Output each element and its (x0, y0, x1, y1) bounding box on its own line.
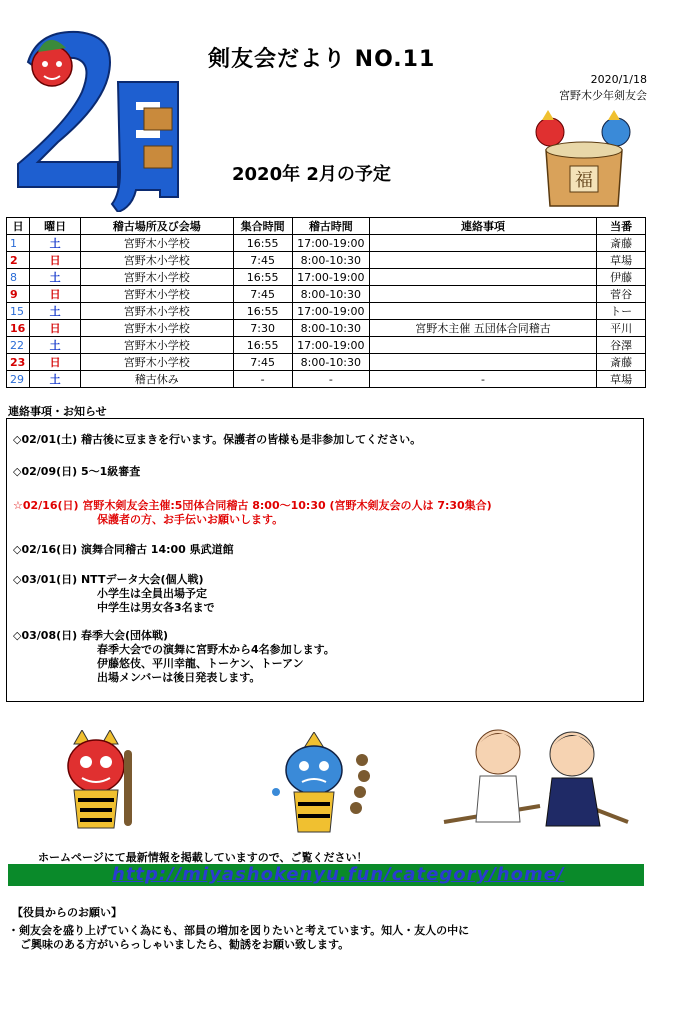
schedule-practice-time: - (292, 371, 369, 388)
schedule-day: 2 (7, 252, 30, 269)
notice-subline: 出場メンバーは後日発表します。 (97, 671, 261, 684)
schedule-venue: 宮野木小学校 (81, 303, 234, 320)
schedule-weekday: 土 (30, 269, 81, 286)
schedule-notes (369, 286, 596, 303)
schedule-gather-time: 16:55 (233, 303, 292, 320)
schedule-gather-time: 7:45 (233, 286, 292, 303)
schedule-duty: 伊藤 (597, 269, 646, 286)
notice-item (13, 433, 421, 447)
request-body (8, 924, 568, 952)
schedule-venue: 稽古休み (81, 371, 234, 388)
schedule-row (7, 235, 646, 252)
notice-line: ◇02/09(日) 5～1級審査 (13, 465, 141, 478)
schedule-gather-time: 16:55 (233, 337, 292, 354)
schedule-day: 8 (7, 269, 30, 286)
newsletter-title: 剣友会だより NO.11 (208, 47, 436, 72)
schedule-duty: トー (597, 303, 646, 320)
schedule-day: 15 (7, 303, 30, 320)
notice-item (13, 573, 215, 615)
schedule-practice-time: 17:00-19:00 (292, 337, 369, 354)
schedule-venue: 宮野木小学校 (81, 235, 234, 252)
schedule-duty: 草場 (597, 252, 646, 269)
schedule-duty: 草場 (597, 371, 646, 388)
notices-heading: 連絡事項・お知らせ (8, 405, 107, 418)
schedule-weekday: 日 (30, 286, 81, 303)
month-schedule-heading: 2020年 2月の予定 (232, 164, 391, 185)
schedule-day: 1 (7, 235, 30, 252)
blue-oni-illustration (268, 732, 380, 836)
schedule-day: 9 (7, 286, 30, 303)
notice-subline: 伊藤悠伎、平川幸龍、トーケン、トーアン (97, 657, 304, 670)
schedule-gather-time: 7:30 (233, 320, 292, 337)
schedule-duty: 谷澤 (597, 337, 646, 354)
schedule-venue: 宮野木小学校 (81, 354, 234, 371)
schedule-weekday: 日 (30, 354, 81, 371)
schedule-gather-time: 16:55 (233, 269, 292, 286)
homepage-url-bar (8, 864, 644, 886)
notice-item (13, 465, 140, 479)
schedule-header-row (7, 218, 646, 235)
schedule-gather-time: 16:55 (233, 235, 292, 252)
notice-line: ◇03/01(日) NTTデータ大会(個人戦) (13, 573, 204, 586)
schedule-row (7, 320, 646, 337)
notices-box (6, 418, 644, 702)
notice-line: ◇03/08(日) 春季大会(団体戦) (13, 629, 169, 642)
notice-item (13, 543, 234, 557)
schedule-practice-time: 17:00-19:00 (292, 303, 369, 320)
schedule-duty: 斎藤 (597, 235, 646, 252)
homepage-notice: ホームページにて最新情報を掲載していますので、ご覧ください！ (38, 851, 368, 864)
schedule-row (7, 337, 646, 354)
schedule-venue: 宮野木小学校 (81, 252, 234, 269)
homepage-link[interactable]: http://miyashokenyu.fun/category/home/ (112, 864, 565, 885)
svg-text:福: 福 (575, 170, 593, 191)
schedule-row (7, 303, 646, 320)
schedule-row (7, 354, 646, 371)
red-oni-illustration (52, 730, 142, 834)
schedule-notes (369, 235, 596, 252)
schedule-row (7, 269, 646, 286)
notice-item (13, 629, 335, 685)
schedule-gather-time: - (233, 371, 292, 388)
schedule-row (7, 371, 646, 388)
february-logo-art (8, 22, 198, 212)
schedule-duty: 平川 (597, 320, 646, 337)
schedule-weekday: 土 (30, 235, 81, 252)
schedule-row (7, 252, 646, 269)
notice-subline: 小学生は全員出場予定 (97, 587, 207, 600)
schedule-notes: 宮野木主催 五団体合同稽古 (369, 320, 596, 337)
notice-subline: 春季大会での演舞に宮野木から4名参加します。 (97, 643, 335, 656)
schedule-practice-time: 8:00-10:30 (292, 252, 369, 269)
schedule-practice-time: 17:00-19:00 (292, 235, 369, 252)
col-practice-time: 稽古時間 (292, 218, 369, 235)
issue-date: 2020/1/18 (590, 73, 647, 86)
schedule-notes: - (369, 371, 596, 388)
schedule-row (7, 286, 646, 303)
issue-date-block (559, 72, 647, 104)
schedule-practice-time: 8:00-10:30 (292, 320, 369, 337)
schedule-weekday: 日 (30, 252, 81, 269)
kendo-kids-illustration (440, 722, 630, 834)
notice-line: ☆02/16(日) 宮野木剣友会主催:5団体合同稽古 8:00～10:30 (宮野木剣友会の人は 7:30集合) (13, 499, 492, 512)
schedule-weekday: 土 (30, 371, 81, 388)
schedule-notes (369, 337, 596, 354)
schedule-venue: 宮野木小学校 (81, 286, 234, 303)
schedule-weekday: 土 (30, 337, 81, 354)
schedule-duty: 菅谷 (597, 286, 646, 303)
schedule-gather-time: 7:45 (233, 354, 292, 371)
schedule-practice-time: 8:00-10:30 (292, 286, 369, 303)
schedule-venue: 宮野木小学校 (81, 320, 234, 337)
schedule-day: 22 (7, 337, 30, 354)
schedule-day: 23 (7, 354, 30, 371)
schedule-venue: 宮野木小学校 (81, 337, 234, 354)
oni-masu-illustration (528, 110, 640, 210)
schedule-weekday: 日 (30, 320, 81, 337)
schedule-weekday: 土 (30, 303, 81, 320)
request-heading: 【役員からのお願い】 (12, 906, 122, 919)
col-day: 日 (7, 218, 30, 235)
notice-line: ◇02/16(日) 演舞合同稽古 14:00 県武道館 (13, 543, 234, 556)
schedule-notes (369, 354, 596, 371)
notice-subline: 保護者の方、お手伝いお願いします。 (97, 513, 284, 526)
schedule-notes (369, 269, 596, 286)
schedule-notes (369, 252, 596, 269)
schedule-duty: 斎藤 (597, 354, 646, 371)
col-gather-time: 集合時間 (233, 218, 292, 235)
schedule-table (6, 217, 646, 388)
schedule-practice-time: 8:00-10:30 (292, 354, 369, 371)
schedule-day: 29 (7, 371, 30, 388)
col-duty: 当番 (597, 218, 646, 235)
request-line: ご興味のある方がいらっしゃいましたら、勧誘をお願い致します。 (20, 938, 350, 951)
schedule-practice-time: 17:00-19:00 (292, 269, 369, 286)
schedule-gather-time: 7:45 (233, 252, 292, 269)
schedule-day: 16 (7, 320, 30, 337)
notice-subline: 中学生は男女各3名まで (97, 601, 215, 614)
notice-item (13, 499, 492, 527)
col-venue: 稽古場所及び会場 (81, 218, 234, 235)
schedule-venue: 宮野木小学校 (81, 269, 234, 286)
col-weekday: 曜日 (30, 218, 81, 235)
organization-name: 宮野木少年剣友会 (559, 89, 647, 102)
col-notes: 連絡事項 (369, 218, 596, 235)
request-line: ・剣友会を盛り上げていく為にも、部員の増加を図りたいと考えています。知人・友人の中に (8, 924, 470, 937)
schedule-notes (369, 303, 596, 320)
notice-line: ◇02/01(土) 稽古後に豆まきを行います。保護者の皆様も是非参加してください。 (13, 433, 422, 446)
